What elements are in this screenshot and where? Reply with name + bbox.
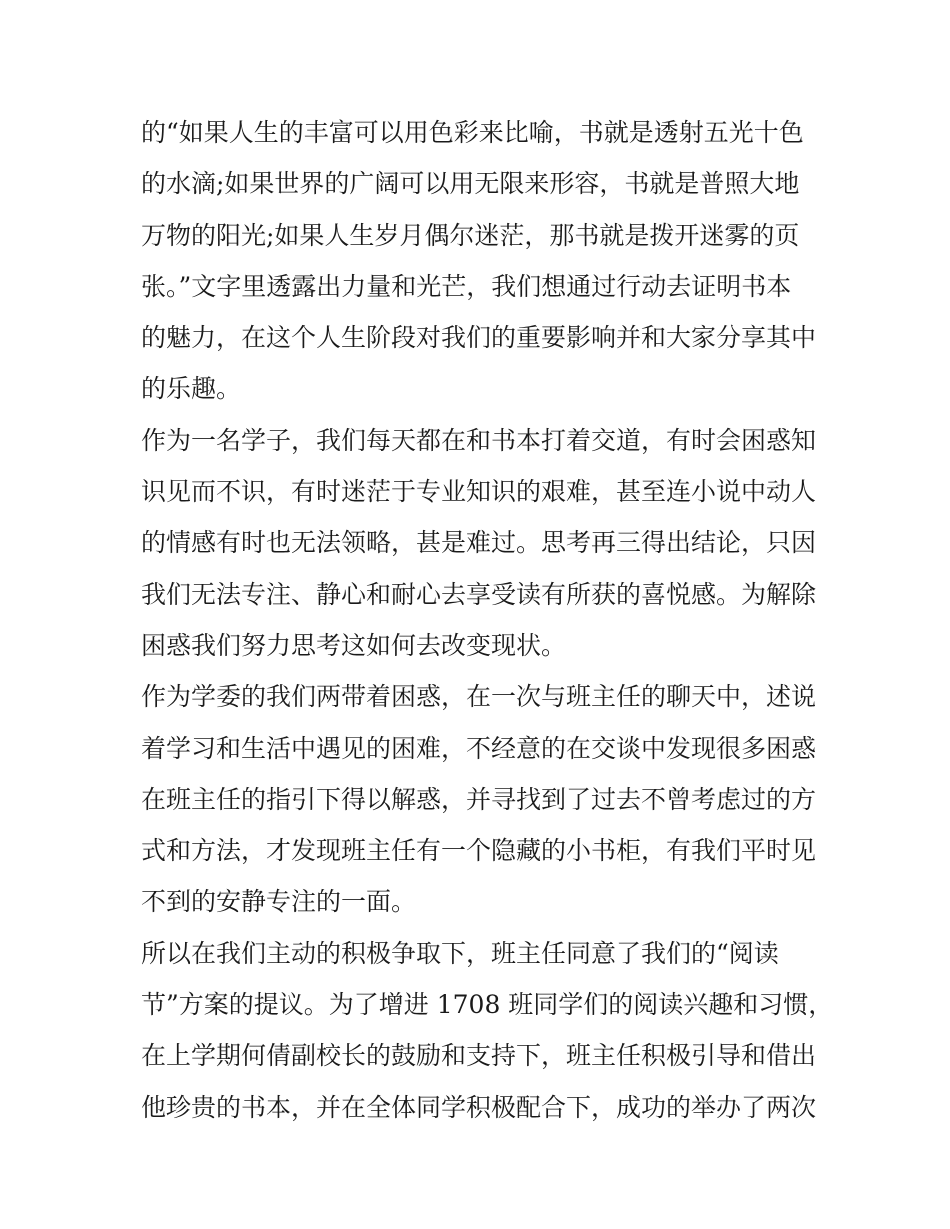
text-line: 万物的阳光;如果人生岁月偶尔迷茫，那书就是拨开迷雾的页 — [141, 220, 800, 250]
document-body — [141, 107, 834, 1133]
text-line: 着学习和生活中遇见的困难，不经意的在交谈中发现很多困惑 — [141, 733, 817, 763]
text-line: 作为一名学子，我们每天都在和书本打着交道，有时会困惑知 — [141, 425, 817, 455]
text-line: 的“如果人生的丰富可以用色彩来比喻，书就是透射五光十色 — [141, 118, 804, 147]
text-line: 我们无法专注、静心和耐心去享受读有所获的喜悦感。为解除 — [141, 579, 817, 609]
text-line: 的魅力，在这个人生阶段对我们的重要影响并和大家分享其中 — [141, 323, 817, 353]
text-line: 识见而不识，有时迷茫于专业知识的艰难，甚至连小说中动人 — [141, 477, 817, 507]
text-line: 节”方案的提议。为了增进 1708 班同学们的阅读兴趣和习惯， — [141, 990, 834, 1020]
text-line: 困惑我们努力思考这如何去改变现状。 — [141, 630, 567, 660]
text-line: 的情感有时也无法领略，甚是难过。思考再三得出结论，只因 — [141, 528, 817, 558]
text-line: 他珍贵的书本，并在全体同学积极配合下，成功的举办了两次 — [141, 1092, 817, 1122]
text-line: 的水滴;如果世界的广阔可以用无限来形容，书就是普照大地 — [141, 169, 800, 199]
text-line: 张。”文字里透露出力量和光芒，我们想通过行动去证明书本 — [141, 271, 792, 301]
text-line: 作为学委的我们两带着困惑，在一次与班主任的聊天中，述说 — [141, 682, 817, 712]
text-line: 在上学期何倩副校长的鼓励和支持下，班主任积极引导和借出 — [141, 1041, 817, 1071]
text-line: 不到的安静专注的一面。 — [141, 887, 417, 917]
text-line: 所以在我们主动的积极争取下，班主任同意了我们的“阅读 — [141, 938, 779, 968]
text-line: 在班主任的指引下得以解惑，并寻找到了过去不曾考虑过的方 — [141, 784, 817, 814]
text-line: 式和方法，才发现班主任有一个隐藏的小书柜，有我们平时见 — [141, 836, 817, 866]
text-line: 的乐趣。 — [141, 374, 242, 404]
